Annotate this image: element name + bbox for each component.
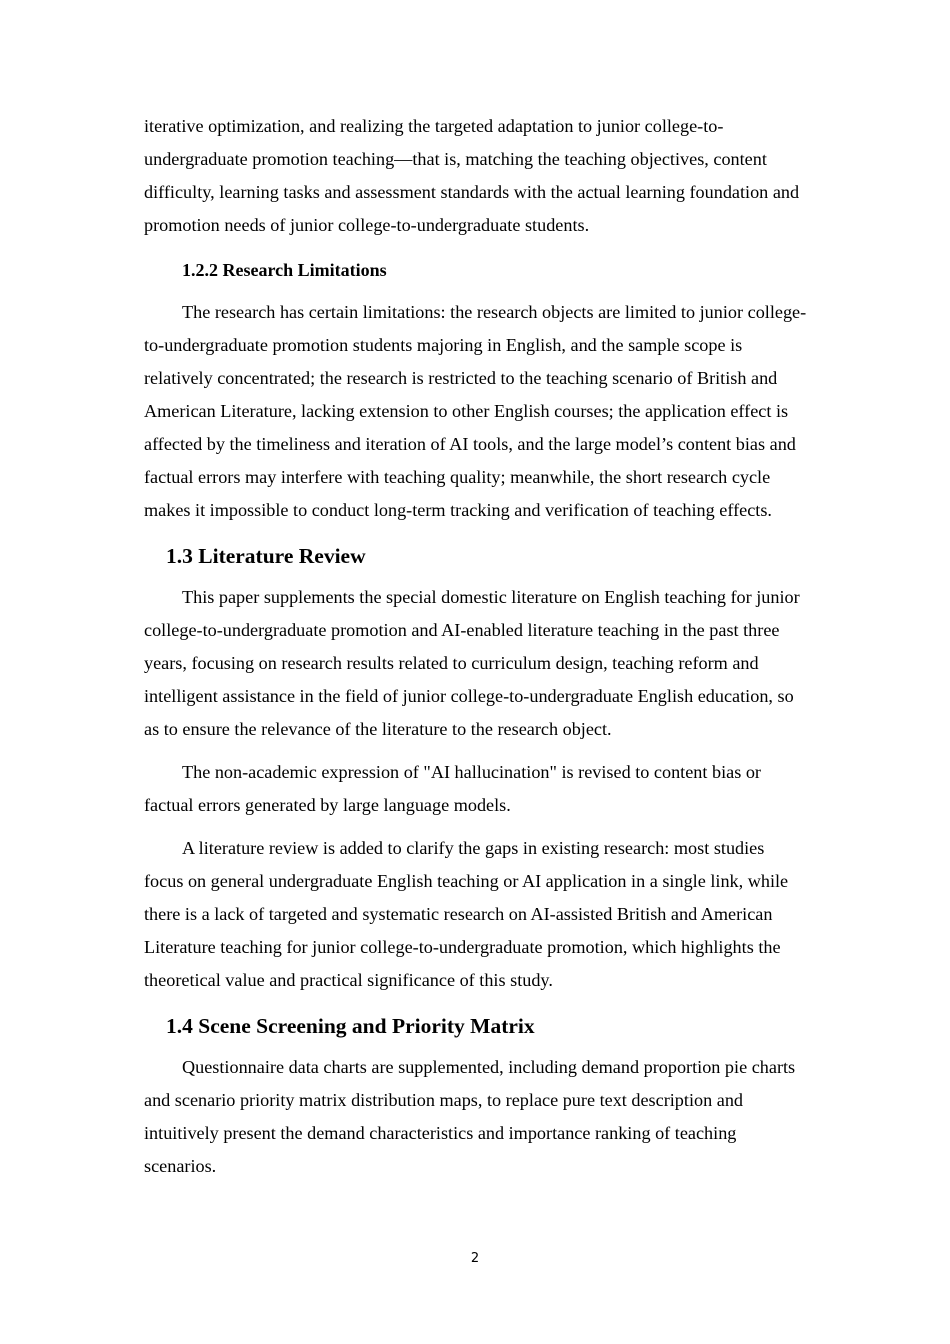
paragraph-ai-hallucination: The non-academic expression of "AI hallucination" is revised to content bias or factual errors generated by large language models. [144, 762, 761, 815]
page-number: 2 [470, 1251, 480, 1266]
page-content [144, 110, 808, 1193]
paragraph-continuation: iterative optimization, and realizing the targeted adaptation to junior college-to-undergraduate promotion teaching—that is, matching the teaching objectives, content difficulty, learning tasks and assessment standards with the actual learning foundation and promotion needs of junior college-to-undergraduate students. [144, 116, 800, 235]
heading-literature-review: 1.3 Literature Review [166, 544, 366, 568]
paragraph-research-limitations: The research has certain limitations: the research objects are limited to junior college-to-undergraduate promotion students majoring in English, and the sample scope is relatively concentrated; the research is restricted to the teaching scenario of British and American Literature, lacking extension to other English courses; the application effect is affected by the timeliness and iteration of AI tools, and the large model’s content bias and factual errors may interfere with teaching quality; meanwhile, the short research cycle makes it impossible to conduct long-term tracking and verification of teaching effects. [144, 302, 807, 520]
paragraph-questionnaire-charts: Questionnaire data charts are supplemented, including demand proportion pie charts and scenario priority matrix distribution maps, to replace pure text description and intuitively present the demand characteristics and importance ranking of teaching scenarios. [144, 1057, 796, 1176]
heading-scene-screening: 1.4 Scene Screening and Priority Matrix [166, 1014, 535, 1038]
paragraph-literature-supplement: This paper supplements the special domestic literature on English teaching for junior college-to-undergraduate promotion and AI-enabled literature teaching in the past three years, focusing on research results related to curriculum design, teaching reform and intelligent assistance in the field of junior college-to-undergraduate English education, so as to ensure the relevance of the literature to the research object. [144, 587, 800, 739]
paragraph-literature-gaps: A literature review is added to clarify the gaps in existing research: most studies focus on general undergraduate English teaching or AI application in a single link, while there is a lack of targeted and systematic research on AI-assisted British and American Literature teaching for junior college-to-undergraduate promotion, which highlights the theoretical value and practical significance of this study. [144, 838, 789, 990]
heading-research-limitations: 1.2.2 Research Limitations [182, 260, 387, 280]
